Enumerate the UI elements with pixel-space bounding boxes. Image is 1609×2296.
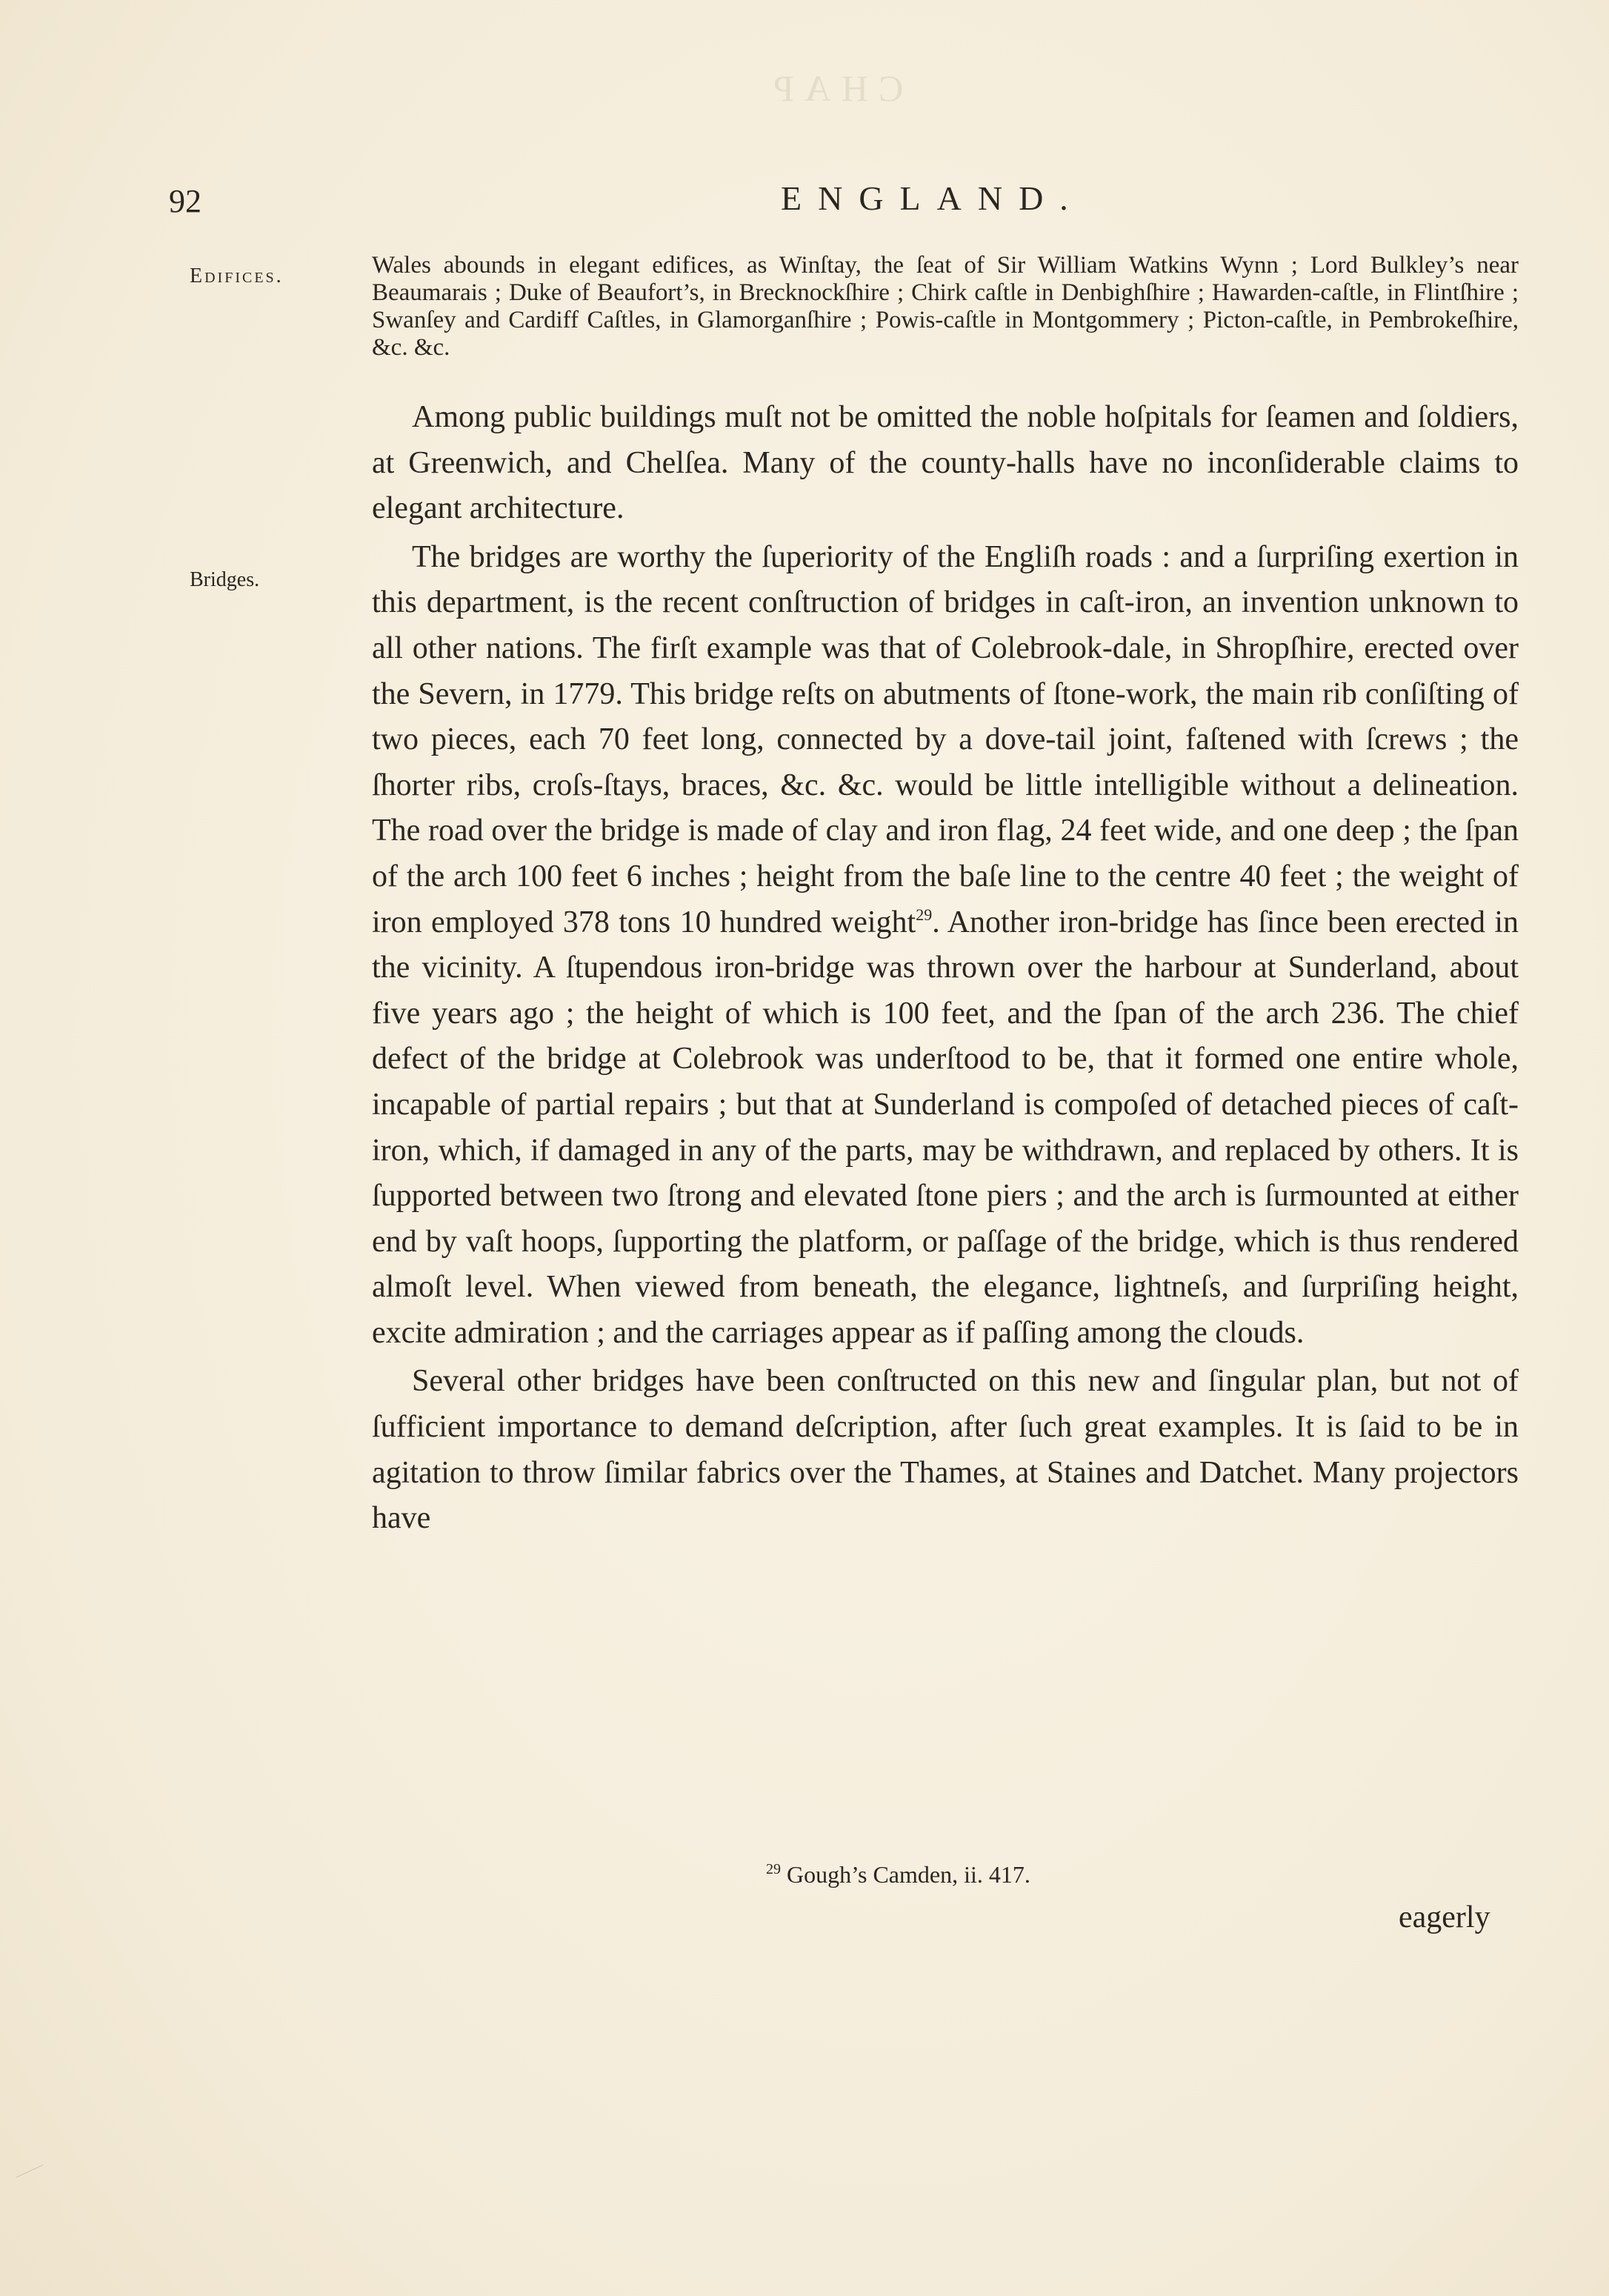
footnote-number: 29 xyxy=(766,1861,781,1877)
footnote-text: Gough’s Camden, ii. 417. xyxy=(787,1861,1030,1888)
paragraph-hospitals: Among public buildings muſt not be omitted the noble hoſpitals for ſeamen and ſoldiers, at Greenwich, and Chelſea. Many of the county-halls have no inconſiderable claims to elegant architecture. xyxy=(372,400,1519,526)
margin-note-edifices: Edifices. xyxy=(190,264,284,287)
paragraph-bridges-part1: The bridges are worthy the ſuperiority of the Engliſh roads : and a ſurpriſing exertion in this department, is the recent conſtruction of bridges in caſt-iron, an invention unknown to all other nations. The firſt example was that of Colebrook-dale, in Shropſhire, erected over the Severn, in 1779. This bridge reſts on abutments of ſtone-work, the main rib conſiſting of two pieces, each 70 feet long, connected by a dove-tail joint, faſtened with ſcrews ; the ſhorter ribs, croſs-ſtays, braces, &c. &c. would be little intelligible without a delineation. The road over the bridge is made of clay and iron flag, 24 feet wide, and one deep ; the ſpan of the arch 100 feet 6 inches ; height from the baſe line to the centre 40 feet ; the weight of iron employed 378 tons 10 hundred weight xyxy=(372,539,1519,939)
footnote xyxy=(766,1860,1030,1889)
running-title: ENGLAND. xyxy=(781,179,1085,217)
footnote-reference: 29 xyxy=(916,905,933,924)
margin-note-bridges: Bridges. xyxy=(190,568,260,591)
paragraph-edifices: Wales abounds in elegant edifices, as Winſtay, the ſeat of Sir William Watkins Wynn ; Lord Bulkley’s near Beaumarais ; Duke of Beaufort’s, in Brecknockſhire ; Chirk caſtle in Denbighſhire ; Hawarden-caſtle, in Flintſhire ; Swanſey and Cardiff Caſtles, in Glamorganſhire ; Powis-caſtle in Montgommery ; Picton-caſtle, in Pembrokeſhire, &c. &c. xyxy=(372,252,1519,361)
catchword: eagerly xyxy=(1399,1900,1490,1934)
main-text xyxy=(372,395,1519,1542)
show-through-text: CHAP xyxy=(763,67,904,109)
paragraph-bridges xyxy=(372,535,1519,1357)
paragraph-bridges-part2: . Another iron-bridge has ſince been erected in the vicinity. A ſtupendous iron-bridge was thrown over the harbour at Sunderland, about five years ago ; the height of which is 100 feet, and the ſpan of the arch 236. The chief defect of the bridge at Colebrook was underſtood to be, that it formed one entire whole, incapable of partial repairs ; but that at Sunderland is compoſed of detached pieces of caſt-iron, which, if damaged in any of the parts, may be withdrawn, and replaced by others. It is ſupported between two ſtrong and elevated ſtone piers ; and the arch is ſurmounted at either end by vaſt hoops, ſupporting the platform, or paſſage of the bridge, which is thus rendered almoſt level. When viewed from beneath, the elegance, lightneſs, and ſurpriſing height, excite admiration ; and the carriages appear as if paſſing among the clouds. xyxy=(372,905,1519,1350)
paragraph-other-bridges: Several other bridges have been conſtructed on this new and ſingular plan, but not of ſufficient importance to demand deſcription, after ſuch great examples. It is ſaid to be in agitation to throw ſimilar fabrics over the Thames, at Staines and Datchet. Many projectors have xyxy=(372,1364,1519,1536)
page-number: 92 xyxy=(169,183,201,219)
